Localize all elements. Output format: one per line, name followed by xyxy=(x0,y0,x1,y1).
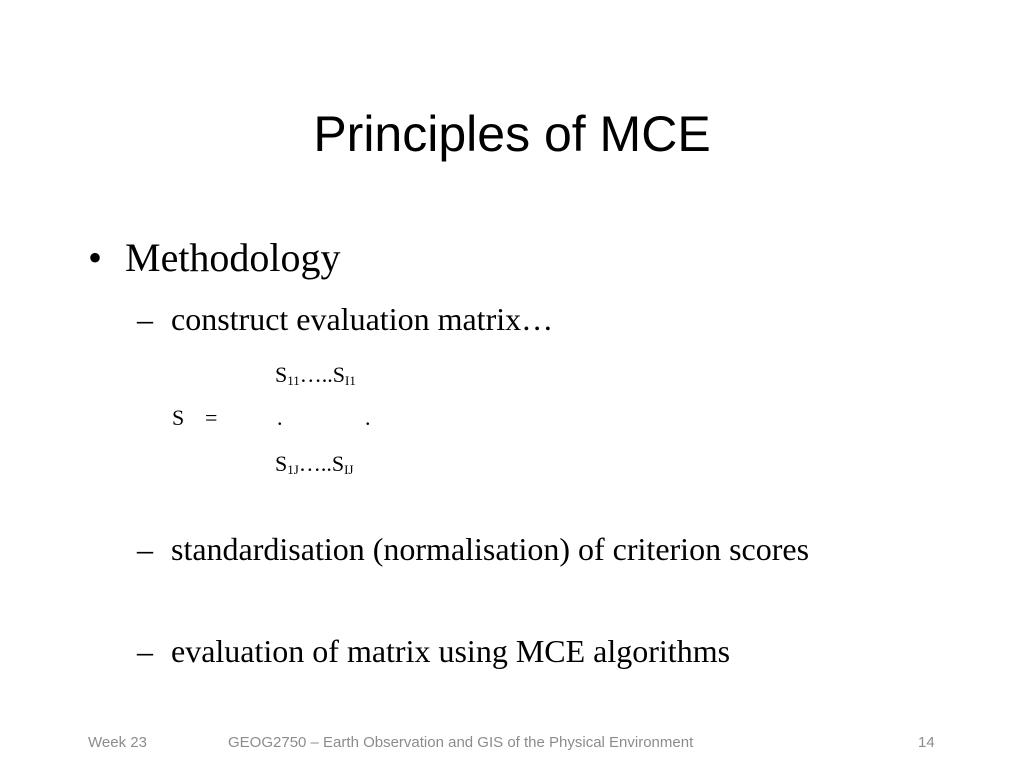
matrix-ellipsis: ….. xyxy=(299,362,333,387)
sub-bullet-dash: – xyxy=(137,301,153,337)
bullet-text: Methodology xyxy=(125,235,341,280)
matrix-equals-sign: = xyxy=(205,405,218,430)
sub-bullet-text: standardisation (normalisation) of criterion scores xyxy=(171,531,810,567)
sub-bullet-dash: – xyxy=(137,531,153,567)
matrix-subscript: 11 xyxy=(287,373,300,388)
matrix-dot-left: . xyxy=(277,405,283,430)
matrix-row-last xyxy=(275,449,353,479)
sub-bullet-dash: – xyxy=(137,633,153,669)
footer-week: Week 23 xyxy=(88,734,147,751)
matrix-cell-symbol: S xyxy=(331,451,345,476)
matrix-label: S xyxy=(172,405,185,430)
sub-bullet-text: evaluation of matrix using MCE algorithms xyxy=(171,633,731,669)
sub-bullet-evaluation xyxy=(137,629,897,673)
bullet-methodology xyxy=(88,231,341,285)
slide-title: Principles of MCE xyxy=(313,106,711,162)
matrix-dot-right: . xyxy=(365,405,371,430)
sub-bullet-text: construct evaluation matrix… xyxy=(171,301,554,337)
matrix-cell-symbol: S xyxy=(275,362,288,387)
footer-page-number: 14 xyxy=(918,734,935,751)
matrix-subscript: IJ xyxy=(344,462,354,477)
footer-course-title: GEOG2750 – Earth Observation and GIS of the Physical Environment xyxy=(228,734,694,751)
bullet-marker: • xyxy=(88,235,103,280)
matrix-cell-symbol: S xyxy=(332,362,346,387)
matrix-subscript: I1 xyxy=(345,373,356,388)
matrix-subscript: 1J xyxy=(287,462,299,477)
matrix-ellipsis: ….. xyxy=(298,451,332,476)
matrix-cell-symbol: S xyxy=(275,451,288,476)
sub-bullet-construct-matrix xyxy=(137,297,897,341)
sub-bullet-standardisation xyxy=(137,527,897,571)
matrix-row-first xyxy=(275,360,356,390)
